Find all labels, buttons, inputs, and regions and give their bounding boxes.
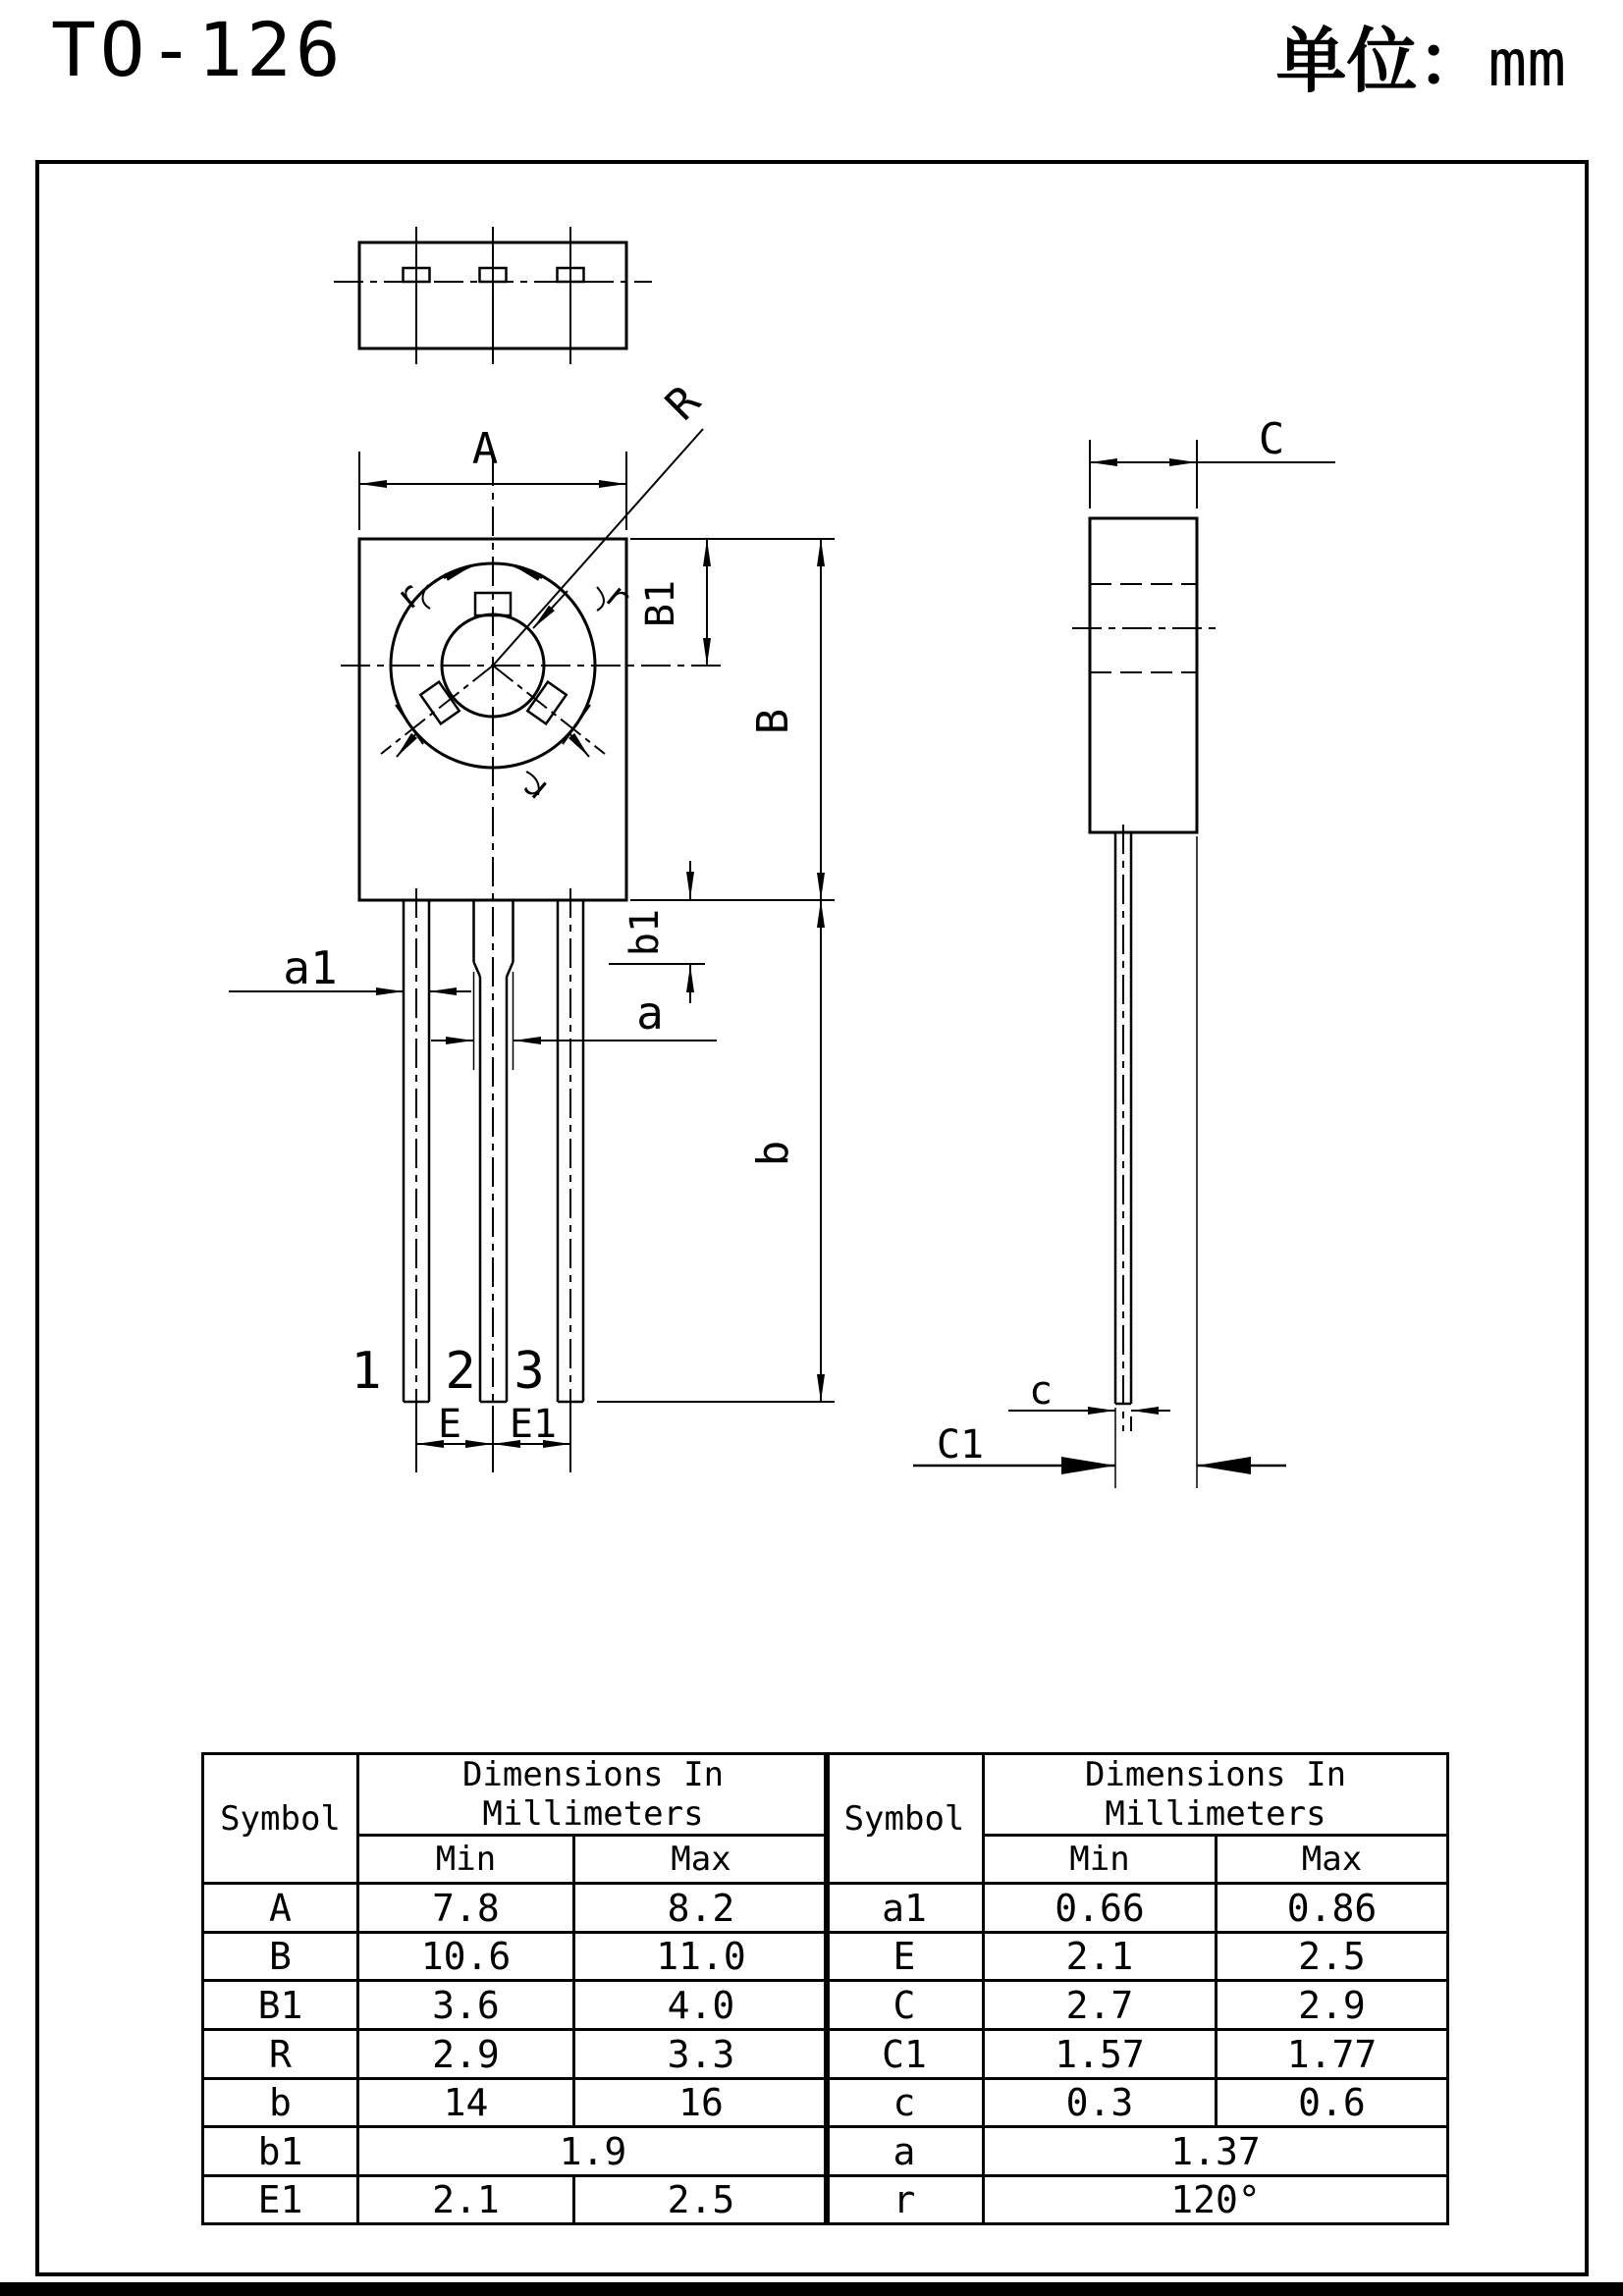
table-row <box>826 2176 1448 2224</box>
label-dim-b: b <box>748 1140 798 1167</box>
table-row <box>826 1981 1448 2030</box>
table-row <box>203 2079 829 2127</box>
max-cell: 16 <box>574 2079 829 2127</box>
right-tab <box>527 682 566 724</box>
table-row <box>826 2127 1448 2176</box>
symbol-cell: b <box>203 2079 358 2127</box>
symbol-cell: a <box>826 2127 984 2176</box>
label-dim-B: B <box>748 708 798 735</box>
label-dim-C: C <box>1258 414 1285 464</box>
table-row <box>826 2030 1448 2079</box>
label-dim-E: E <box>437 1402 462 1447</box>
min-cell: 1.57 <box>984 2030 1217 2079</box>
merged-value-cell: 1.9 <box>358 2127 829 2176</box>
symbol-cell: C <box>826 1981 984 2030</box>
table-row <box>826 1933 1448 1981</box>
max-cell: 3.3 <box>574 2030 829 2079</box>
max-cell: 11.0 <box>574 1933 829 1981</box>
unit-value: mm <box>1488 26 1566 101</box>
symbol-cell: E1 <box>203 2176 358 2224</box>
label-r-upper-right: r <box>596 574 639 619</box>
table-row <box>203 2127 829 2176</box>
min-cell: 2.1 <box>358 2176 574 2224</box>
label-dim-a: a <box>636 987 664 1040</box>
radius-leader <box>493 429 703 666</box>
label-dim-c: c <box>1028 1368 1054 1414</box>
max-cell: 1.77 <box>1217 2030 1448 2079</box>
symbol-cell: a1 <box>826 1884 984 1933</box>
min-cell: 3.6 <box>358 1981 574 2030</box>
label-dim-R: R <box>656 376 711 431</box>
table-row <box>203 1884 829 1933</box>
min-cell: 2.7 <box>984 1981 1217 2030</box>
label-pin-1: 1 <box>351 1342 382 1401</box>
bottom-edge-bar <box>0 2282 1623 2296</box>
label-pin-2: 2 <box>445 1342 476 1401</box>
page-title: TO-126 <box>51 6 345 93</box>
table-row <box>826 2079 1448 2127</box>
symbol-cell: c <box>826 2079 984 2127</box>
right-header-max: Max <box>1217 1836 1448 1884</box>
label-dim-E1: E1 <box>509 1402 558 1447</box>
max-cell: 4.0 <box>574 1981 829 2030</box>
label-dim-A: A <box>471 424 499 474</box>
label-dim-C1: C1 <box>936 1422 985 1468</box>
left-header-min: Min <box>358 1836 574 1884</box>
left-header-max: Max <box>574 1836 829 1884</box>
max-cell: 2.5 <box>1217 1933 1448 1981</box>
right-header-dims: Dimensions In Millimeters <box>984 1754 1448 1836</box>
min-cell: 0.3 <box>984 2079 1217 2127</box>
max-cell: 2.9 <box>1217 1981 1448 2030</box>
merged-value-cell: 120° <box>984 2176 1448 2224</box>
symbol-cell: b1 <box>203 2127 358 2176</box>
label-dim-b1: b1 <box>622 908 668 957</box>
table-row <box>203 1933 829 1981</box>
label-r-bottom: r <box>514 767 558 813</box>
label-dim-B1: B1 <box>638 579 683 628</box>
merged-value-cell: 1.37 <box>984 2127 1448 2176</box>
side-view <box>913 440 1335 1488</box>
top-view <box>334 227 652 364</box>
left-dimensions-table <box>201 1752 830 2225</box>
min-cell: 14 <box>358 2079 574 2127</box>
min-cell: 10.6 <box>358 1933 574 1981</box>
left-tab <box>420 682 459 724</box>
right-dimensions-table <box>824 1752 1449 2225</box>
right-header-min: Min <box>984 1836 1217 1884</box>
max-cell: 0.86 <box>1217 1884 1448 1933</box>
right-header-symbol: Symbol <box>826 1754 984 1884</box>
label-pin-3: 3 <box>514 1342 545 1401</box>
symbol-cell: r <box>826 2176 984 2224</box>
package-body-side <box>1090 518 1197 832</box>
table-row <box>203 2030 829 2079</box>
label-dim-a1: a1 <box>283 941 338 994</box>
min-cell: 2.9 <box>358 2030 574 2079</box>
max-cell: 0.6 <box>1217 2079 1448 2127</box>
table-row <box>203 2176 829 2224</box>
unit-label: 单位： <box>1275 19 1488 102</box>
symbol-cell: B1 <box>203 1981 358 2030</box>
min-cell: 7.8 <box>358 1884 574 1933</box>
max-cell: 8.2 <box>574 1884 829 1933</box>
symbol-cell: E <box>826 1933 984 1981</box>
left-header-dims: Dimensions In Millimeters <box>358 1754 829 1836</box>
symbol-cell: B <box>203 1933 358 1981</box>
table-row <box>203 1981 829 2030</box>
symbol-cell: C1 <box>826 2030 984 2079</box>
symbol-cell: A <box>203 1884 358 1933</box>
max-cell: 2.5 <box>574 2176 829 2224</box>
table-row <box>826 1884 1448 1933</box>
symbol-cell: R <box>203 2030 358 2079</box>
min-cell: 2.1 <box>984 1933 1217 1981</box>
min-cell: 0.66 <box>984 1884 1217 1933</box>
label-r-upper-left: r <box>387 574 430 619</box>
left-header-symbol: Symbol <box>203 1754 358 1884</box>
